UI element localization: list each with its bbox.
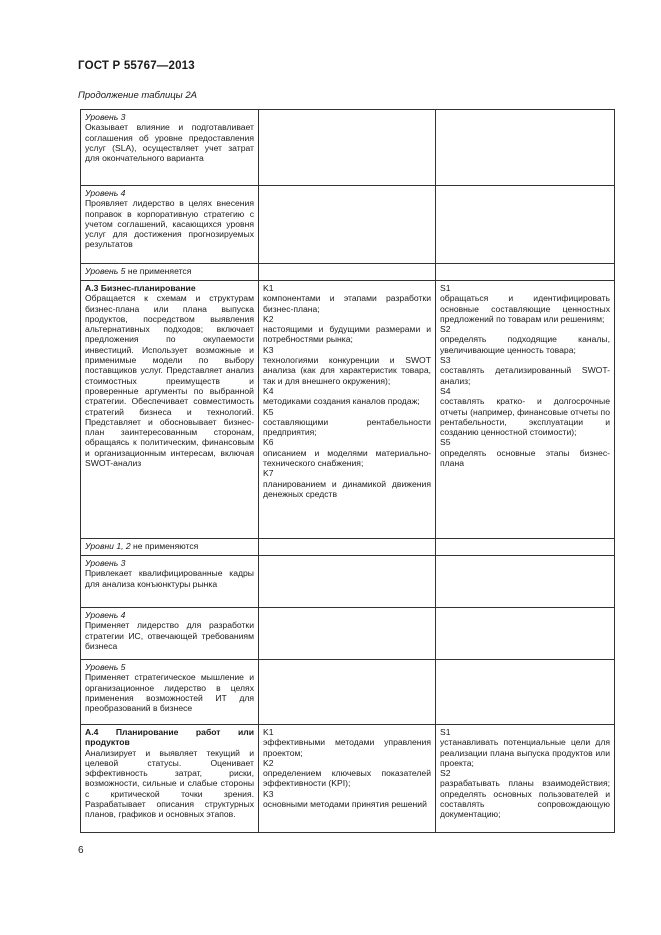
skill-text: устанавливать потенциальные цели для реализации плана выпуска продуктов или проекта; [440,737,610,768]
table-row [81,186,615,264]
level-cell [81,110,259,186]
skill-code: S4 [440,385,451,396]
level-label: Уровень 5 [85,266,126,276]
level-cell [81,556,259,608]
skill-text: обращаться и идентифицировать основные составляющие ценностных предложений по товарам или решениям; [440,293,610,324]
knowledge-cell [259,110,436,186]
knowledge-code: K2 [263,757,274,768]
knowledge-cell [259,660,436,725]
level-cell [81,539,259,556]
knowledge-text: основными методами принятия решений [263,799,427,810]
table-row [81,608,615,660]
skill-code: S2 [440,324,451,335]
skills-cell [436,186,615,264]
level-description: Проявляет лидерство в целях внесения поправок в корпоративную стратегию с учетом соглашений, касающихся уровня услуг для достижения прогнозируемых результатов [85,198,254,250]
knowledge-text: методиками создания каналов продаж; [263,396,420,407]
competence-description-cell [81,725,259,833]
skills-cell [436,556,615,608]
table-row-a4 [81,725,615,833]
level-cell [81,608,259,660]
knowledge-text: эффективными методами управления проектом; [263,737,431,758]
knowledge-cell [259,186,436,264]
table-row-a3 [81,281,615,539]
skill-text: составлять детализированный SWOT-анализ; [440,365,610,386]
knowledge-text: настоящими и будущими размерами и потребностями рынка; [263,324,431,345]
level-description: Применяет стратегическое мышление и организационное лидерство в целях применения возможностей ИТ для преобразований в бизнесе [85,672,254,714]
level-label: Уровень 5 [85,662,126,672]
skills-cell [436,725,615,833]
knowledge-cell [259,556,436,608]
knowledge-code: K3 [263,344,274,355]
competence-title: А.4 Планирование работ или продуктов [85,727,254,748]
level-description: Оказывает влияние и подготавливает соглашения об уровне предоставления услуг (SLA), осуществляет учет затрат для окончательного варианта [85,122,254,164]
level-label: Уровень 4 [85,610,126,620]
skills-cell [436,608,615,660]
knowledge-text: компонентами и этапами разработки бизнес-плана; [263,293,431,314]
skill-code: S2 [440,768,451,779]
knowledge-text: описанием и моделями материально-технического снабжения; [263,447,431,469]
competence-description: Обращается к схемам и структурам бизнес-плана или плана выпуска продуктов, посредством выявления альтернативных подходов; включает предложения по окупаемости инвестиций. Использует возможные и применимые модели по выбору поставщиков услуг. Представляет анализ стоимостных преимуществ и проверенные аргументы по выбранной стратегии. Обеспечивает совместимость стратегий бизнеса и технологий. Представляет и обосновывает бизнес-план заинтересованным сторонам, обращаясь к политическим, финансовым и организационным интересам, включая SWOT-анализ [85,293,254,469]
competence-description-cell [81,281,259,539]
knowledge-cell [259,725,436,833]
knowledge-cell [259,281,436,539]
level-label: Уровень 3 [85,112,126,122]
level-cell [81,660,259,725]
skills-cell [436,110,615,186]
level-cell [81,186,259,264]
knowledge-code: K3 [263,788,274,799]
table-row [81,556,615,608]
knowledge-code: K7 [263,468,274,479]
table-row [81,660,615,725]
level-description: Применяет лидерство для разработки стратегии ИС, отвечающей требованиям бизнеса [85,620,254,651]
knowledge-text: технологиями конкуренции и SWOT анализа (как для характеристик товара, так и для внешнего окружения); [263,355,431,386]
knowledge-code: K2 [263,313,274,324]
skill-code: S3 [440,355,451,366]
skill-text: определять подходящие каналы, увеличивающие ценность товара; [440,334,610,355]
knowledge-cell [259,539,436,556]
competence-title: А.3 Бизнес-планирование [85,283,196,293]
knowledge-code: K1 [263,283,274,293]
skills-cell [436,660,615,725]
level-label: Уровень 4 [85,188,126,198]
skills-cell [436,281,615,539]
knowledge-text: планированием и динамикой движения денежных средств [263,478,431,499]
level-cell [81,264,259,281]
table-row [81,110,615,186]
table-row [81,264,615,281]
page-number: 6 [78,845,84,856]
knowledge-code: K5 [263,406,274,417]
knowledge-cell [259,608,436,660]
knowledge-code: K4 [263,385,274,396]
not-applicable-text: не применяется [125,266,192,276]
knowledge-cell [259,264,436,281]
knowledge-code: K1 [263,727,274,737]
competence-table [80,109,615,833]
level-label: Уровни 1, 2 [85,541,131,551]
knowledge-code: K6 [263,437,274,448]
skills-cell [436,264,615,281]
skill-text: разрабатывать планы взаимодействия; определять основных пользователей и составлять сопровождающую документацию; [440,778,610,820]
skill-text: составлять кратко- и долгосрочные отчеты (например, финансовые отчеты по рентабельности, эксплуатации и созданию ценностной стоимости); [440,396,610,438]
skills-cell [436,539,615,556]
skill-code: S5 [440,437,451,448]
skill-code: S1 [440,727,451,737]
level-description: Привлекает квалифицированные кадры для анализа конъюнктуры рынка [85,568,254,589]
skill-text: определять основные этапы бизнес-плана [440,447,610,469]
not-applicable-text: не применяются [130,541,199,551]
document-header: ГОСТ Р 55767—2013 [78,60,195,72]
competence-description: Анализирует и выявляет текущий и целевой статусы. Оценивает эффективность затрат, риски, возможности, сильные и слабые стороны с критической точки зрения. Разрабатывает описания структурных планов, графиков и основных этапов. [85,747,254,820]
knowledge-text: определением ключевых показателей эффективности (KPI); [263,768,431,789]
level-label: Уровень 3 [85,558,126,568]
knowledge-text: составляющими рентабельности предприятия; [263,416,431,438]
skill-code: S1 [440,283,451,293]
table-continuation-caption: Продолжение таблицы 2А [78,90,197,101]
table-row [81,539,615,556]
